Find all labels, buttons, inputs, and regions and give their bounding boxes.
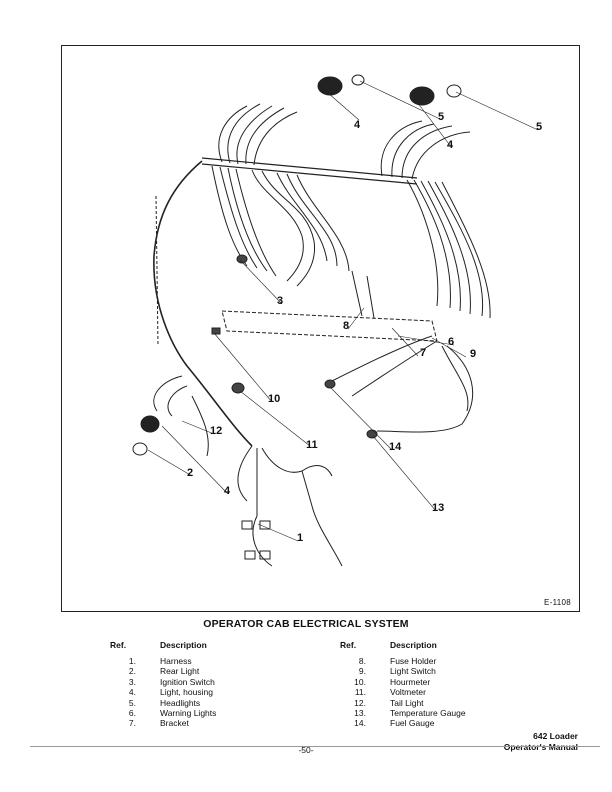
voltmeter bbox=[232, 383, 244, 393]
legend-row: 3. Ignition Switch bbox=[128, 676, 215, 687]
legend-left bbox=[110, 640, 216, 729]
legend-row: 12. Tail Light bbox=[354, 697, 424, 708]
legend-row: 10. Hourmeter bbox=[354, 676, 431, 687]
callout-11: 11 bbox=[306, 439, 318, 451]
callout-8: 8 bbox=[343, 320, 350, 332]
legend-row: 6. Warning Lights bbox=[128, 707, 217, 718]
legend-row: 11. Voltmeter bbox=[354, 687, 426, 698]
callout-5: 5 bbox=[438, 111, 445, 123]
callout-6: 6 bbox=[448, 336, 455, 348]
connector-1 bbox=[242, 521, 252, 529]
ref-header: Ref. bbox=[110, 640, 127, 650]
page-number: -50- bbox=[298, 745, 314, 755]
desc-header: Description bbox=[390, 640, 437, 650]
legend-row: 13. Temperature Gauge bbox=[354, 707, 466, 718]
callout-4: 4 bbox=[224, 485, 231, 497]
legend-row: 5. Headlights bbox=[128, 697, 201, 708]
hourmeter bbox=[212, 328, 220, 334]
connector-4 bbox=[260, 551, 270, 559]
callout-3: 3 bbox=[277, 295, 284, 307]
wiring-diagram bbox=[62, 46, 581, 613]
ref-header: Ref. bbox=[340, 640, 357, 650]
callout-5: 5 bbox=[536, 121, 543, 133]
figure-id: E-1108 bbox=[543, 598, 571, 607]
callout-2: 2 bbox=[187, 467, 194, 479]
callout-14: 14 bbox=[389, 441, 402, 453]
legend-row: 4. Light, housing bbox=[128, 687, 213, 698]
callout-13: 13 bbox=[432, 502, 445, 514]
callout-4: 4 bbox=[447, 139, 454, 151]
legend-right bbox=[340, 640, 466, 729]
desc-header: Description bbox=[160, 640, 207, 650]
callout-9: 9 bbox=[470, 348, 477, 360]
panel-outline bbox=[222, 311, 437, 341]
headlight-right bbox=[410, 87, 434, 105]
rear-light bbox=[141, 416, 159, 432]
figure-frame bbox=[61, 45, 580, 612]
connector-3 bbox=[245, 551, 255, 559]
figure-title: OPERATOR CAB ELECTRICAL SYSTEM bbox=[203, 618, 409, 630]
harness-trunk bbox=[202, 158, 417, 184]
callout-10: 10 bbox=[268, 393, 281, 405]
callout-1: 1 bbox=[297, 532, 304, 544]
temperature-gauge bbox=[367, 430, 377, 438]
connector-2 bbox=[260, 521, 270, 529]
legend-row: 2. Rear Light bbox=[128, 666, 200, 677]
legend-row: 8. Fuse Holder bbox=[358, 656, 437, 666]
callout-7: 7 bbox=[420, 347, 427, 359]
footer-model: 642 Loader bbox=[533, 731, 578, 741]
legend-row: 7. Bracket bbox=[128, 718, 189, 729]
fuel-gauge bbox=[325, 380, 335, 388]
legend-row: 1. Harness bbox=[128, 656, 192, 666]
legend-row: 9. Light Switch bbox=[358, 666, 436, 677]
callout-12: 12 bbox=[210, 425, 223, 437]
headlight-left bbox=[318, 77, 342, 95]
legend-row: 14. Fuel Gauge bbox=[354, 718, 435, 729]
footer-manual: Operator's Manual bbox=[503, 742, 578, 752]
callout-4: 4 bbox=[354, 119, 361, 131]
